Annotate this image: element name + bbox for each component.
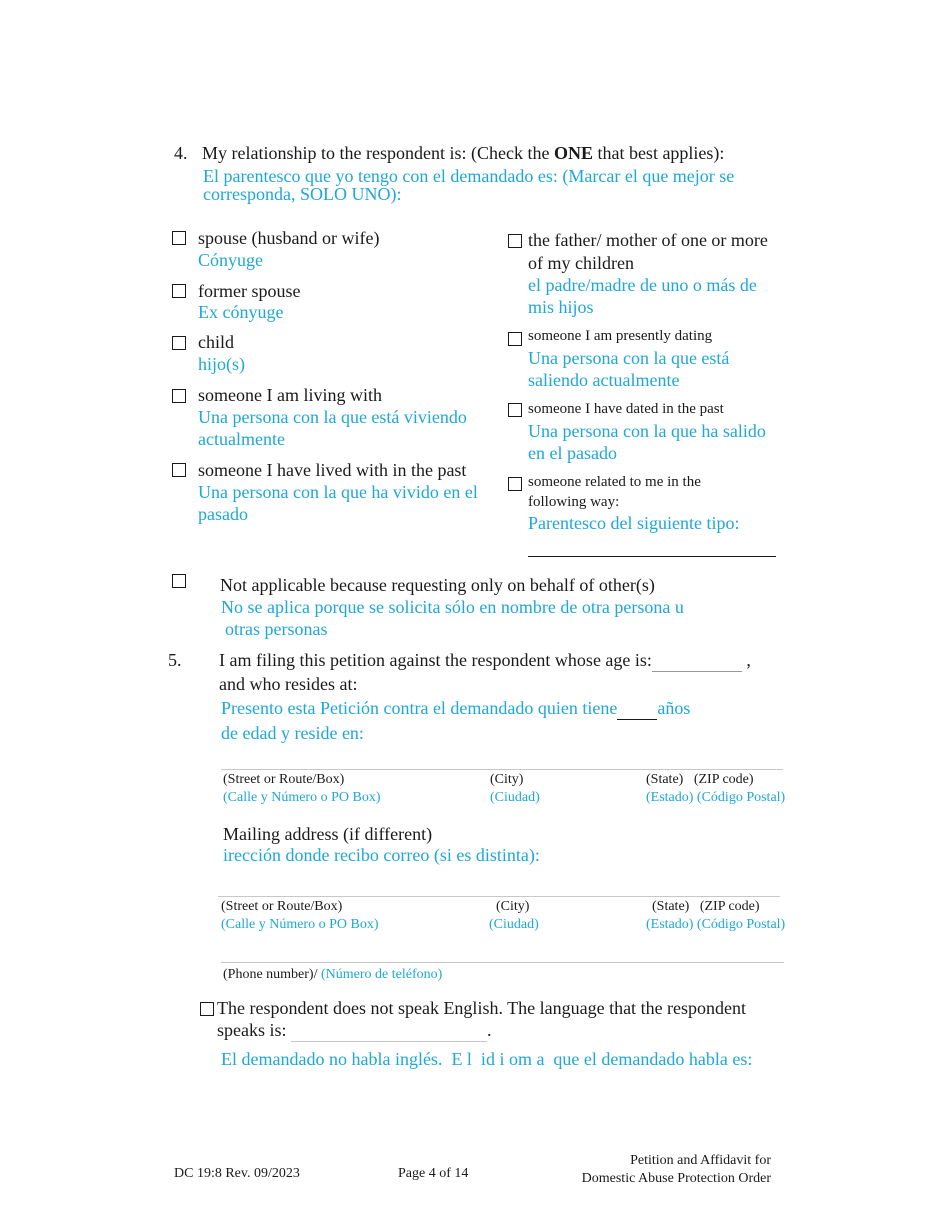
- q5-age-text: I am filing this petition against the respondent whose age is:: [219, 650, 652, 670]
- phone-number-input[interactable]: [221, 962, 784, 963]
- checkbox-living-with[interactable]: [172, 389, 186, 403]
- respondent-language-input[interactable]: [291, 1019, 487, 1042]
- q4-prompt-tail: that best applies):: [592, 143, 725, 163]
- option-dated-past-label-es-2: en el pasado: [528, 443, 617, 463]
- option-former-spouse-label-es: Ex cónyuge: [198, 302, 284, 322]
- checkbox-parent-of-children[interactable]: [508, 234, 522, 248]
- phone-number-label-es: (Número de teléfono): [320, 967, 443, 982]
- residence-address-input[interactable]: [221, 769, 783, 770]
- no-english-label-2-tail: .: [487, 1020, 492, 1040]
- residence-state-label-es: (Estado) (Código Postal): [646, 790, 786, 805]
- q5-resides-text: and who resides at:: [219, 674, 358, 694]
- option-parent-label-1: the father/ mother of one or more: [528, 230, 768, 250]
- option-dated-past-label-es-1: Una persona con la que ha salido: [528, 421, 766, 441]
- residence-street-label: (Street or Route/Box): [223, 772, 345, 787]
- mailing-street-label-es: (Calle y Número o PO Box): [221, 917, 379, 932]
- option-child-label: child: [198, 332, 234, 352]
- q4-number: 4.: [174, 143, 188, 163]
- option-lived-with-past-label-es-1: Una persona con la que ha vivido en el: [198, 482, 478, 502]
- option-spouse-label: spouse (husband or wife): [198, 228, 380, 248]
- checkbox-former-spouse[interactable]: [172, 284, 186, 298]
- mailing-address-label-es: irección donde recibo correo (si es distinta):: [223, 845, 540, 865]
- option-related-label-1: someone related to me in the: [528, 474, 701, 490]
- no-english-label-1: The respondent does not speak English. The language that the respondent: [217, 998, 747, 1018]
- q5-resides-text-es: de edad y reside en:: [221, 723, 364, 743]
- option-living-with-label-es-2: actualmente: [198, 429, 285, 449]
- respondent-age-input[interactable]: [652, 649, 742, 672]
- q5-age-text-es: Presento esta Petición contra el demandado quien tiene: [221, 698, 618, 718]
- checkbox-lived-with-past[interactable]: [172, 463, 186, 477]
- q4-prompt: [202, 142, 724, 164]
- residence-city-label: (City): [490, 772, 524, 787]
- q4-prompt-text: My relationship to the respondent is: (Check the: [202, 143, 554, 163]
- no-english-label-2-text: speaks is:: [217, 1020, 287, 1040]
- option-parent-label-es-2: mis hijos: [528, 297, 594, 317]
- checkbox-dated-past[interactable]: [508, 403, 522, 417]
- q5-number: 5.: [168, 650, 182, 670]
- mailing-city-label: (City): [496, 899, 530, 914]
- mailing-address-input[interactable]: [218, 896, 780, 897]
- q5-age-line-es: [221, 697, 690, 720]
- option-lived-with-past-label: someone I have lived with in the past: [198, 460, 467, 480]
- not-applicable-label-es-1: No se aplica porque se solicita sólo en nombre de otra persona u: [221, 597, 684, 617]
- no-english-label-2: [217, 1019, 492, 1042]
- q4-prompt-bold: ONE: [553, 143, 593, 163]
- checkbox-related[interactable]: [508, 477, 522, 491]
- option-living-with-label-es-1: Una persona con la que está viviendo: [198, 407, 467, 427]
- mailing-state-label-es: (Estado) (Código Postal): [646, 917, 786, 932]
- mailing-address-label: Mailing address (if different): [223, 824, 433, 844]
- q5-age-comma: ,: [746, 650, 751, 670]
- option-lived-with-past-label-es-2: pasado: [198, 504, 248, 524]
- option-dated-past-label: someone I have dated in the past: [528, 401, 724, 417]
- option-dating-label: someone I am presently dating: [528, 328, 713, 344]
- option-dating-label-es-2: saliendo actualmente: [528, 370, 680, 390]
- option-related-label-2: following way:: [528, 494, 620, 510]
- phone-number-label-en: (Phone number)/: [223, 967, 318, 982]
- checkbox-spouse[interactable]: [172, 231, 186, 245]
- mailing-state-label: (State) (ZIP code): [652, 899, 760, 914]
- checkbox-child[interactable]: [172, 336, 186, 350]
- q4-prompt-es-2: corresponda, SOLO UNO):: [203, 184, 402, 204]
- option-parent-label-2: of my children: [528, 253, 634, 273]
- option-dating-label-es-1: Una persona con la que está: [528, 348, 730, 368]
- mailing-city-label-es: (Ciudad): [489, 917, 539, 932]
- not-applicable-label-es-2: otras personas: [225, 619, 328, 639]
- related-way-input[interactable]: [528, 556, 776, 557]
- footer-title-1: Petition and Affidavit for: [630, 1153, 771, 1168]
- q5-age-line: [219, 649, 751, 672]
- mailing-street-label: (Street or Route/Box): [221, 899, 343, 914]
- residence-street-label-es: (Calle y Número o PO Box): [223, 790, 381, 805]
- option-living-with-label: someone I am living with: [198, 385, 382, 405]
- checkbox-no-english[interactable]: [200, 1002, 214, 1016]
- checkbox-presently-dating[interactable]: [508, 332, 522, 346]
- option-child-label-es: hijo(s): [198, 354, 245, 374]
- respondent-age-input-es[interactable]: [617, 697, 657, 720]
- option-spouse-label-es: Cónyuge: [198, 250, 263, 270]
- option-former-spouse-label: former spouse: [198, 281, 301, 301]
- residence-city-label-es: (Ciudad): [490, 790, 540, 805]
- q4-prompt-es-1: El parentesco que yo tengo con el demandado es: (Marcar el que mejor se: [203, 166, 735, 186]
- footer-page-number: Page 4 of 14: [398, 1166, 469, 1181]
- no-english-label-es: El demandado no habla inglés. E l id i om a que el demandado habla es:: [221, 1049, 753, 1069]
- not-applicable-label: Not applicable because requesting only on behalf of other(s): [220, 575, 655, 595]
- q5-age-years-es: años: [657, 698, 691, 718]
- footer-title-2: Domestic Abuse Protection Order: [581, 1171, 771, 1186]
- footer-form-id: DC 19:8 Rev. 09/2023: [174, 1166, 300, 1181]
- phone-number-label: [223, 966, 442, 984]
- residence-state-label: (State) (ZIP code): [646, 772, 754, 787]
- checkbox-not-applicable[interactable]: [172, 574, 186, 588]
- option-related-label-es: Parentesco del siguiente tipo:: [528, 513, 740, 533]
- option-parent-label-es-1: el padre/madre de uno o más de: [528, 275, 757, 295]
